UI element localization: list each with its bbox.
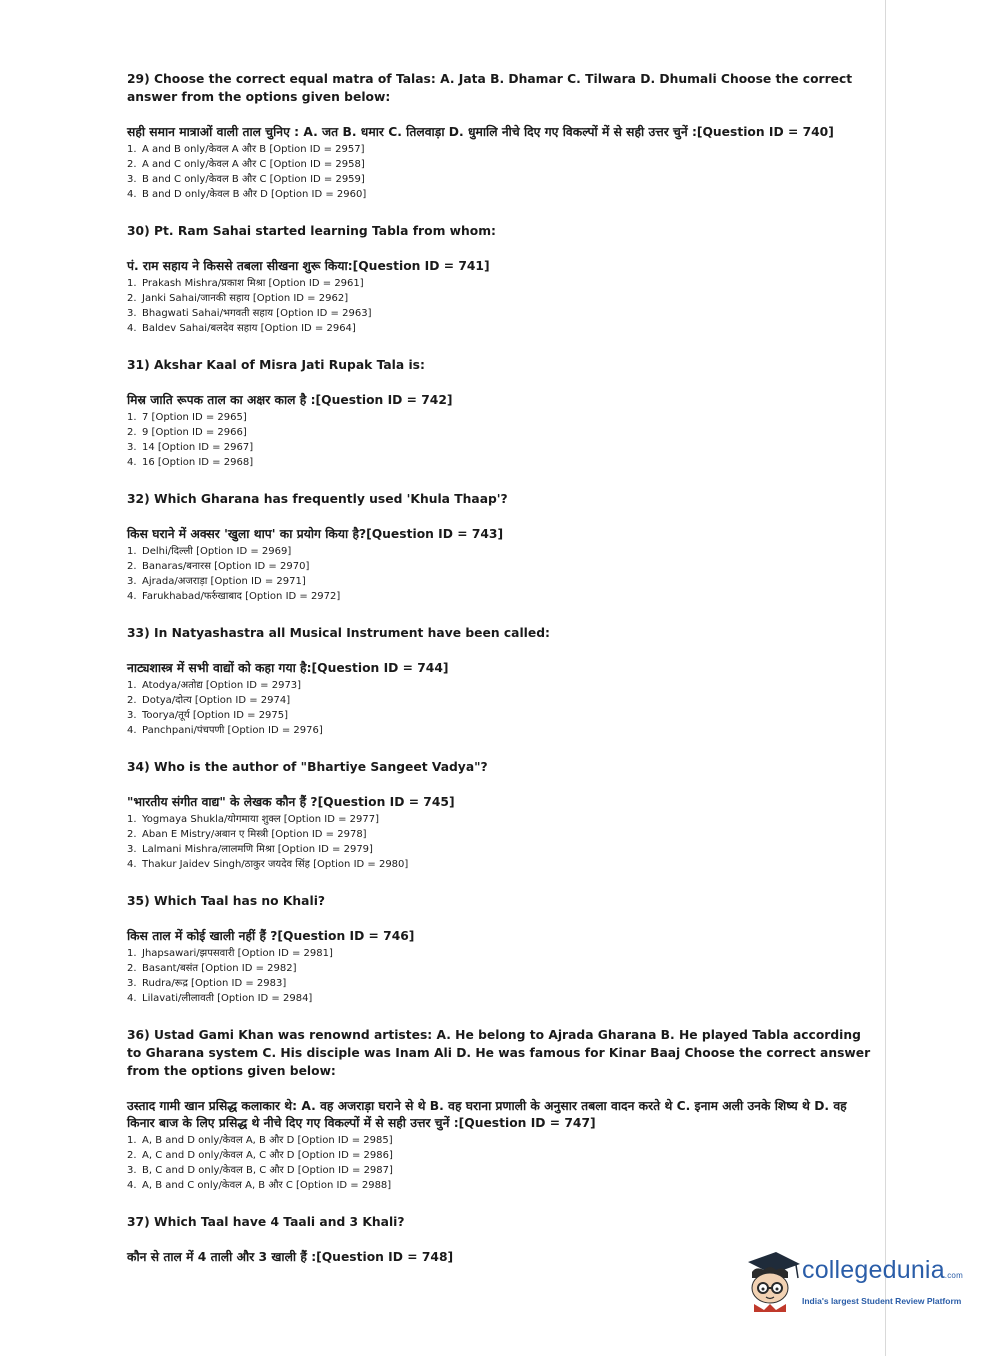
options-list xyxy=(127,812,872,872)
option-item: 3. 14 [Option ID = 2967] xyxy=(127,442,254,453)
question-list xyxy=(127,70,872,1266)
question-text-en: 34) Who is the author of "Bhartiye Sangeet Vadya"? xyxy=(127,760,488,774)
brand-name: collegedunia.com xyxy=(802,1256,963,1284)
option-item: 2. Banaras/बनारस [Option ID = 2970] xyxy=(127,561,310,572)
question-text-en: 32) Which Gharana has frequently used 'Khula Thaap'? xyxy=(127,492,508,506)
option-item: 4. A, B and C only/केवल A, B और C [Option ID = 2988] xyxy=(127,1180,392,1191)
question-text-en: 30) Pt. Ram Sahai started learning Tabla from whom: xyxy=(127,224,496,238)
question-text-en: 33) In Natyashastra all Musical Instrument have been called: xyxy=(127,626,550,640)
option-item: 1. A, B and D only/केवल A, B और D [Option ID = 2985] xyxy=(127,1135,393,1146)
option-item: 3. Toorya/तूर्य [Option ID = 2975] xyxy=(127,710,289,721)
options-list xyxy=(127,142,872,202)
options-list xyxy=(127,678,872,738)
option-item: 1. A and B only/केवल A और B [Option ID = 2957] xyxy=(127,144,365,155)
option-item: 4. Baldev Sahai/बलदेव सहाय [Option ID = 2964] xyxy=(127,323,356,334)
options-list xyxy=(127,410,872,470)
question-text-hi: सही समान मात्राओं वाली ताल चुनिए : A. जत B. धमार C. तिलवाड़ा D. धुमालि नीचे दिए गए विकल्पों में से सही उत्तर चुनें :[Question ID = 740] xyxy=(127,125,834,139)
option-item: 3. B and C only/केवल B और C [Option ID = 2959] xyxy=(127,174,365,185)
question-text-hi: मिस्र जाति रूपक ताल का अक्षर काल है :[Question ID = 742] xyxy=(127,393,453,407)
option-item: 2. A, C and D only/केवल A, C और D [Option ID = 2986] xyxy=(127,1150,393,1161)
options-list xyxy=(127,276,872,336)
question-31 xyxy=(127,356,872,470)
option-item: 2. A and C only/केवल A और C [Option ID = 2958] xyxy=(127,159,365,170)
option-item: 1. Prakash Mishra/प्रकाश मिश्रा [Option ID = 2961] xyxy=(127,278,364,289)
option-item: 4. Thakur Jaidev Singh/ठाकुर जयदेव सिंह [Option ID = 2980] xyxy=(127,859,409,870)
option-item: 2. Janki Sahai/जानकी सहाय [Option ID = 2962] xyxy=(127,293,349,304)
option-item: 1. 7 [Option ID = 2965] xyxy=(127,412,247,423)
option-item: 4. Panchpani/पंचपणी [Option ID = 2976] xyxy=(127,725,323,736)
question-33 xyxy=(127,624,872,738)
question-text-en: 37) Which Taal have 4 Taali and 3 Khali? xyxy=(127,1215,405,1229)
question-text-hi: "भारतीय संगीत वाद्य" के लेखक कौन हैं ?[Question ID = 745] xyxy=(127,795,455,809)
question-text-hi: किस ताल में कोई खाली नहीं हैं ?[Question ID = 746] xyxy=(127,929,415,943)
options-list xyxy=(127,544,872,604)
question-text-en: 35) Which Taal has no Khali? xyxy=(127,894,326,908)
option-item: 3. Ajrada/अजराड़ा [Option ID = 2971] xyxy=(127,576,306,587)
question-text-en: 36) Ustad Gami Khan was renownd artistes: A. He belong to Ajrada Gharana B. He played Tabla according to Gharana system C. His disciple was Inam Ali D. He was famous for Kinar Baaj Choose the correct answer from the options given below: xyxy=(127,1028,871,1078)
question-35 xyxy=(127,892,872,1006)
question-text-hi: पं. राम सहाय ने किससे तबला सीखना शुरू किया:[Question ID = 741] xyxy=(127,259,490,273)
options-list xyxy=(127,1133,872,1193)
question-32 xyxy=(127,490,872,604)
option-item: 2. Aban E Mistry/अबान ए मिस्त्री [Option ID = 2978] xyxy=(127,829,367,840)
collegedunia-logo xyxy=(742,1248,972,1318)
option-item: 1. Atodya/अतोद्य [Option ID = 2973] xyxy=(127,680,302,691)
option-item: 3. B, C and D only/केवल B, C और D [Option ID = 2987] xyxy=(127,1165,393,1176)
option-item: 1. Delhi/दिल्ली [Option ID = 2969] xyxy=(127,546,292,557)
question-29 xyxy=(127,70,872,202)
brand-tagline: India's largest Student Review Platform xyxy=(802,1296,962,1306)
question-text-hi: नाट्यशास्त्र में सभी वाद्यों को कहा गया है:[Question ID = 744] xyxy=(127,661,449,675)
question-text-en: 31) Akshar Kaal of Misra Jati Rupak Tala is: xyxy=(127,358,425,372)
option-item: 4. Lilavati/लीलावती [Option ID = 2984] xyxy=(127,993,313,1004)
options-list xyxy=(127,946,872,1006)
option-item: 4. 16 [Option ID = 2968] xyxy=(127,457,254,468)
question-36 xyxy=(127,1026,872,1193)
option-item: 4. Farukhabad/फर्रुखाबाद [Option ID = 2972] xyxy=(127,591,341,602)
option-item: 3. Bhagwati Sahai/भगवती सहाय [Option ID = 2963] xyxy=(127,308,372,319)
question-30 xyxy=(127,222,872,336)
question-34 xyxy=(127,758,872,872)
option-item: 2. 9 [Option ID = 2966] xyxy=(127,427,247,438)
mascot-icon xyxy=(742,1248,804,1312)
question-text-en: 29) Choose the correct equal matra of Talas: A. Jata B. Dhamar C. Tilwara D. Dhumali Choose the correct answer from the options given below: xyxy=(127,72,853,104)
option-item: 3. Rudra/रूद्र [Option ID = 2983] xyxy=(127,978,287,989)
option-item: 1. Yogmaya Shukla/योगमाया शुक्ल [Option ID = 2977] xyxy=(127,814,379,825)
option-item: 2. Dotya/दोत्य [Option ID = 2974] xyxy=(127,695,291,706)
option-item: 3. Lalmani Mishra/लालमणि मिश्रा [Option ID = 2979] xyxy=(127,844,373,855)
option-item: 2. Basant/बसंत [Option ID = 2982] xyxy=(127,963,297,974)
option-item: 4. B and D only/केवल B और D [Option ID = 2960] xyxy=(127,189,367,200)
question-text-hi: उस्ताद गामी खान प्रसिद्ध कलाकार थे: A. वह अजराड़ा घराने से थे B. वह घराना प्रणाली के अनुसार तबला वादन करते थे C. इनाम अली उनके शिष्य थे D. वह किनार बाज के लिए प्रसिद्ध थे नीचे दिए गए विकल्पों में से सही उत्तर चुनें :[Question ID = 747] xyxy=(127,1099,847,1130)
question-text-hi: कौन से ताल में 4 ताली और 3 खाली हैं :[Question ID = 748] xyxy=(127,1250,454,1264)
option-item: 1. Jhapsawari/झपसवारी [Option ID = 2981] xyxy=(127,948,333,959)
question-text-hi: किस घराने में अक्सर 'खुला थाप' का प्रयोग किया है?[Question ID = 743] xyxy=(127,527,504,541)
